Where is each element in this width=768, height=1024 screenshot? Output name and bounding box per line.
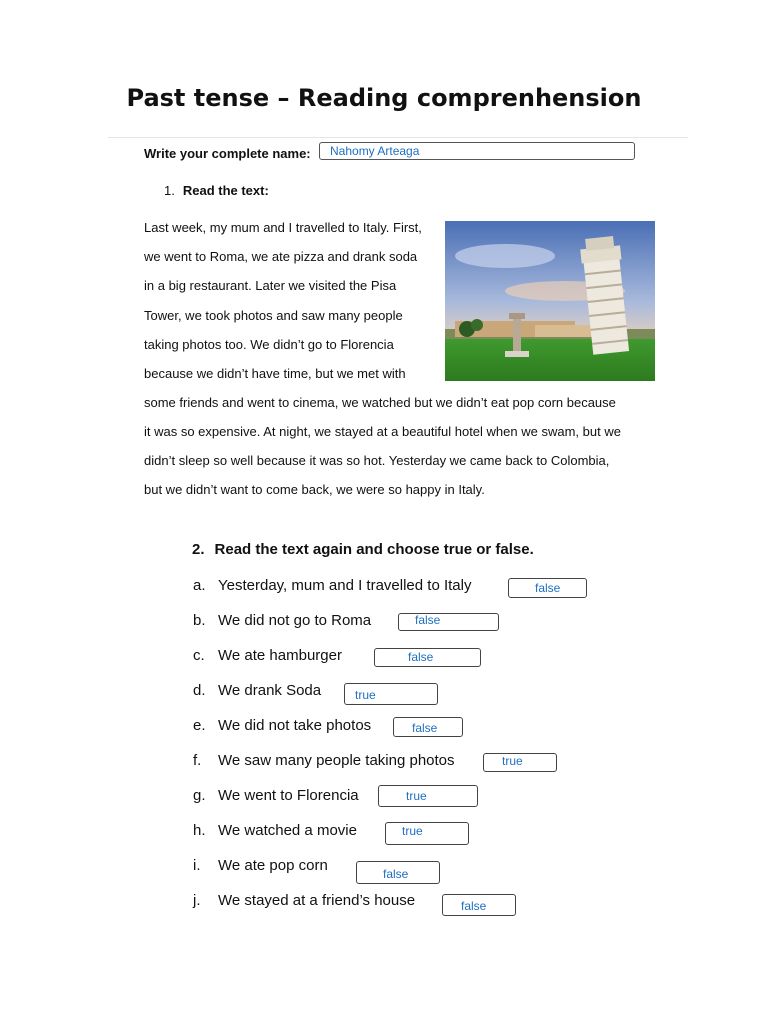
question-letter: e.	[193, 717, 206, 734]
question-letter: f.	[193, 752, 202, 769]
answer-field[interactable]: false	[374, 648, 481, 667]
paragraph-line: because we didn’t have time, but we met with	[144, 366, 406, 381]
section2-title: Read the text again and choose true or false.	[214, 541, 534, 558]
question-letter: h.	[193, 822, 206, 839]
question-statement: We did not go to Roma	[218, 612, 372, 629]
name-label: Write your complete name:	[144, 146, 311, 161]
paragraph-line: didn’t sleep so well because it was so hot. Yesterday we came back to Colombia,	[144, 453, 610, 468]
question-item	[193, 577, 471, 594]
question-item	[193, 892, 415, 909]
answer-field[interactable]: false	[356, 861, 440, 884]
question-statement: We did not take photos	[218, 717, 372, 734]
answer-field[interactable]: false	[398, 613, 499, 631]
pisa-tower-photo	[445, 221, 655, 381]
divider	[108, 137, 688, 138]
section2-number: 2.	[192, 541, 205, 558]
answer-field[interactable]: true	[378, 785, 478, 807]
question-letter: c.	[193, 647, 205, 664]
question-letter: g.	[193, 787, 206, 804]
answer-field[interactable]: false	[508, 578, 587, 598]
question-letter: i.	[193, 857, 201, 874]
section1-number: 1.	[164, 183, 175, 198]
paragraph-line: some friends and went to cinema, we watched but we didn’t eat pop corn because	[144, 395, 616, 410]
question-statement: We saw many people taking photos	[218, 752, 455, 769]
name-input[interactable]: Nahomy Arteaga	[319, 142, 635, 160]
question-statement: We went to Florencia	[218, 787, 359, 804]
paragraph-line: in a big restaurant. Later we visited the Pisa	[144, 278, 397, 293]
question-item	[193, 857, 328, 874]
answer-field[interactable]: false	[393, 717, 463, 737]
paragraph-line: Last week, my mum and I travelled to Italy. First,	[144, 220, 422, 235]
section2-heading	[192, 541, 534, 558]
question-letter: d.	[193, 682, 206, 699]
paragraph-line: Tower, we took photos and saw many people	[144, 308, 403, 323]
answer-field[interactable]: true	[483, 753, 557, 772]
paragraph-line: taking photos too. We didn’t go to Florencia	[144, 337, 394, 352]
paragraph-line: we went to Roma, we ate pizza and drank soda	[144, 249, 418, 264]
section1-heading	[164, 183, 269, 198]
question-statement: We ate hamburger	[218, 647, 342, 664]
page-title: Past tense – Reading comprenhension	[126, 84, 642, 112]
question-letter: b.	[193, 612, 206, 629]
question-item	[193, 822, 357, 839]
question-item	[193, 647, 342, 664]
question-item	[193, 612, 371, 629]
question-statement: We stayed at a friend’s house	[218, 892, 416, 909]
question-statement: We ate pop corn	[218, 857, 328, 874]
question-letter: j.	[193, 892, 201, 909]
question-item	[193, 682, 321, 699]
answer-field[interactable]: true	[344, 683, 438, 705]
question-letter: a.	[193, 577, 206, 594]
question-item	[193, 717, 371, 734]
question-item	[193, 752, 455, 769]
paragraph-line: it was so expensive. At night, we stayed at a beautiful hotel when we swam, but we	[144, 424, 621, 439]
paragraph-line: but we didn’t want to come back, we were so happy in Italy.	[144, 482, 485, 497]
question-statement: We watched a movie	[218, 822, 357, 839]
question-statement: We drank Soda	[218, 682, 322, 699]
question-statement: Yesterday, mum and I travelled to Italy	[218, 577, 472, 594]
question-item	[193, 787, 359, 804]
section1-title: Read the text:	[182, 183, 269, 198]
answer-field[interactable]: true	[385, 822, 469, 845]
answer-field[interactable]: false	[442, 894, 516, 916]
